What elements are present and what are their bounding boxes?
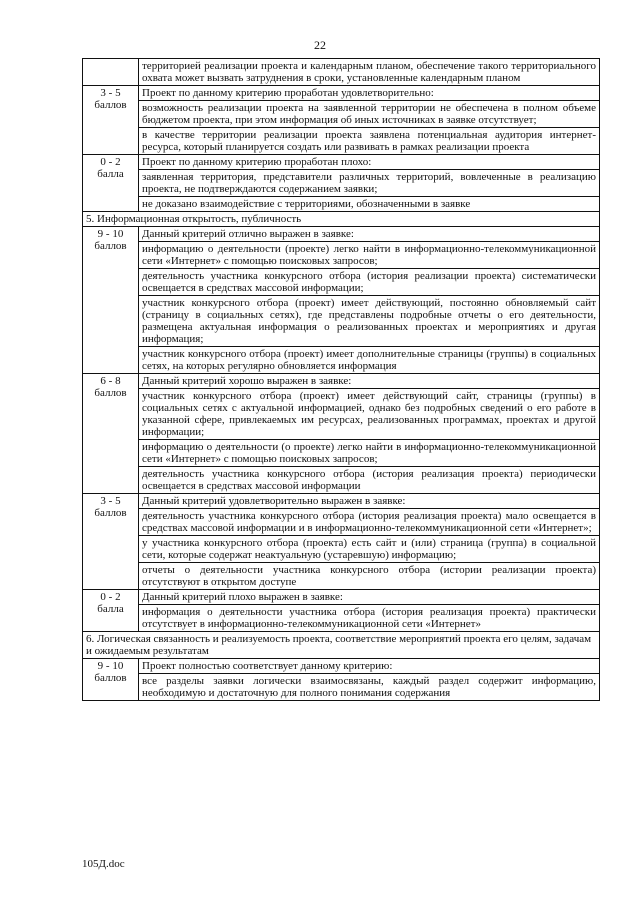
criterion-description bbox=[139, 590, 600, 632]
criteria-table-body bbox=[83, 59, 600, 701]
criterion-description bbox=[139, 86, 600, 155]
criterion-point: все разделы заявки логически взаимосвязаны, каждый раздел содержит информацию, необходимую и достаточную для полного понимания содержания bbox=[139, 673, 599, 700]
criterion-point: заявленная территория, представители различных территорий, вовлеченные в реализацию проекта, не подтверждаются содержанием заявки; bbox=[139, 169, 599, 196]
criterion-lead: Данный критерий отлично выражен в заявке: bbox=[142, 228, 354, 240]
criterion-lead: Данный критерий удовлетворительно выражен в заявке: bbox=[142, 495, 406, 507]
criterion-lead: Данный критерий плохо выражен в заявке: bbox=[142, 591, 343, 603]
criterion-lead: Проект полностью соответствует данному критерию: bbox=[142, 660, 393, 672]
criterion-description bbox=[139, 227, 600, 374]
criterion-row bbox=[83, 374, 600, 494]
criterion-point: отчеты о деятельности участника конкурсного отбора (истории реализации проекта) отсутствуют в открытом доступе bbox=[139, 562, 599, 589]
criterion-row bbox=[83, 59, 600, 86]
criterion-point: возможность реализации проекта на заявленной территории не обеспечена в полном объеме бюджетом проекта, при этом информация об иных источниках в заявке отсутствует; bbox=[139, 100, 599, 127]
criterion-point: у участника конкурсного отбора (проекта) есть сайт и (или) страница (группа) в социальной сети, которые содержат неактуальную (устаревшую) информацию; bbox=[139, 535, 599, 562]
section-heading: 5. Информационная открытость, публичность bbox=[83, 212, 600, 227]
criterion-lead: территорией реализации проекта и календарным планом, обеспечение такого территориального охвата может вызвать затруднения в сроки, установленные календарным планом bbox=[142, 60, 596, 84]
score-range: 6 - 8 баллов bbox=[83, 374, 139, 494]
section-heading: 6. Логическая связанность и реализуемость проекта, соответствие мероприятий проекта его целям, задачам и ожидаемым результатам bbox=[83, 632, 600, 659]
criterion-point: участник конкурсного отбора (проект) имеет дополнительные страницы (группы) в социальных сетях, на которых регулярно обновляется информация bbox=[139, 346, 599, 373]
score-range: 3 - 5 баллов bbox=[83, 86, 139, 155]
criterion-description bbox=[139, 59, 600, 86]
criterion-row bbox=[83, 227, 600, 374]
criterion-lead: Проект по данному критерию проработан плохо: bbox=[142, 156, 372, 168]
criterion-point: в качестве территории реализации проекта заявлена потенциальная аудитория интернет-ресурса, который планируется создать или развивать в рамках реализации проекта bbox=[139, 127, 599, 154]
criterion-point: информацию о деятельности (о проекте) легко найти в информационно-телекоммуникационной сети «Интернет» с помощью поисковых запросов; bbox=[139, 439, 599, 466]
criterion-lead: Проект по данному критерию проработан удовлетворительно: bbox=[142, 87, 434, 99]
score-range bbox=[83, 59, 139, 86]
criterion-row bbox=[83, 494, 600, 590]
section-row bbox=[83, 212, 600, 227]
criterion-description bbox=[139, 374, 600, 494]
score-range: 0 - 2 балла bbox=[83, 155, 139, 212]
criterion-description bbox=[139, 155, 600, 212]
criterion-point: деятельность участника конкурсного отбора (история реализации проекта) систематически освещается в средствах массовой информации; bbox=[139, 268, 599, 295]
score-range: 0 - 2 балла bbox=[83, 590, 139, 632]
criterion-lead: Данный критерий хорошо выражен в заявке: bbox=[142, 375, 352, 387]
score-range: 3 - 5 баллов bbox=[83, 494, 139, 590]
score-range: 9 - 10 баллов bbox=[83, 227, 139, 374]
score-range: 9 - 10 баллов bbox=[83, 659, 139, 701]
criterion-row bbox=[83, 155, 600, 212]
criterion-description bbox=[139, 494, 600, 590]
criterion-point: участник конкурсного отбора (проект) имеет действующий, постоянно обновляемый сайт (страницу в социальных сетях), где представлены подробные отчеты о его деятельности, размещена актуальная информация о реализованных проектах и мероприятиях и другая информация; bbox=[139, 295, 599, 346]
criteria-table bbox=[82, 58, 600, 701]
criterion-point: деятельность участника конкурсного отбора (история реализация проекта) периодически освещается в средствах массовой информации bbox=[139, 466, 599, 493]
criterion-row bbox=[83, 590, 600, 632]
criterion-point: участник конкурсного отбора (проект) имеет действующий сайт, страницы (группы) в социальных сетях с актуальной информацией, однако без подробных сведений о его работе в указанной сфере, привлекаемых им ресурсах, реализованных программах, проектах и другой информации; bbox=[139, 388, 599, 439]
criterion-point: информацию о деятельности (проекте) легко найти в информационно-телекоммуникационной сети «Интернет» с помощью поисковых запросов; bbox=[139, 241, 599, 268]
criterion-point: информация о деятельности участника отбора (история реализация проекта) практически отсутствует в информационно-телекоммуникационной сети «Интернет» bbox=[139, 604, 599, 631]
criterion-row bbox=[83, 659, 600, 701]
page-number: 22 bbox=[314, 38, 326, 52]
criterion-row bbox=[83, 86, 600, 155]
criterion-point: деятельность участника конкурсного отбора (история реализация проекта) мало освещается в средствах массовой информации и в информационно-телекоммуникационной сети «Интернет»; bbox=[139, 508, 599, 535]
criterion-point: не доказано взаимодействие с территориями, обозначенными в заявке bbox=[139, 196, 599, 211]
footer-filename: 105Д.doc bbox=[82, 858, 125, 870]
section-row bbox=[83, 632, 600, 659]
criterion-description bbox=[139, 659, 600, 701]
